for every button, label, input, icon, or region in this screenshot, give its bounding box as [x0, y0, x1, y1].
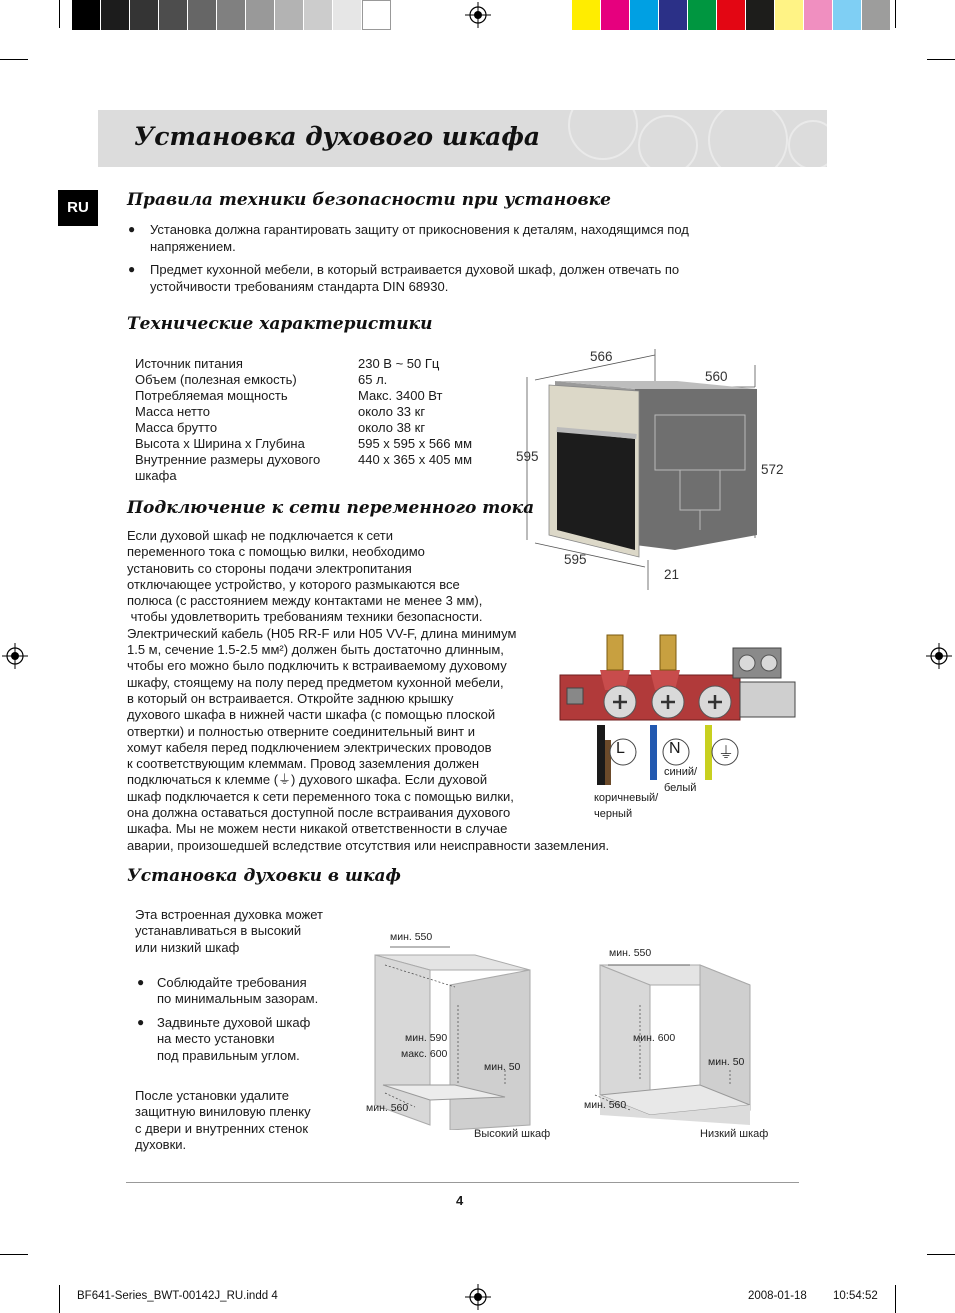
crop-mark [0, 1254, 28, 1255]
safety-bullet [128, 221, 750, 255]
tall-gap-label: мин. 50 [484, 1061, 521, 1073]
spec-value: около 38 кг [358, 420, 426, 435]
slug-date: 2008-01-18 [748, 1290, 807, 1302]
spec-value: Макс. 3400 Вт [358, 388, 443, 403]
color-swatch [333, 0, 362, 30]
color-swatch [601, 0, 630, 30]
installation-intro-line: устанавливаться в высокий [135, 923, 302, 939]
connection-text-line: полюса (с расстоянием между контактами не менее 3 мм), [127, 593, 483, 609]
tall-width-label: мин. 550 [390, 931, 433, 943]
color-swatch [72, 0, 101, 30]
crop-mark [59, 1285, 60, 1313]
wire-blue-label-2: белый [664, 782, 697, 794]
installation-after-line: После установки удалите [135, 1088, 290, 1103]
color-swatch [217, 0, 246, 30]
color-swatch [159, 0, 188, 30]
language-badge: RU [58, 190, 98, 226]
specs-heading: Технические характеристики [127, 314, 433, 334]
connection-heading: Подключение к сети переменного тока [127, 498, 535, 518]
connection-text-line: Если духовой шкаф не подключается к сети [127, 528, 394, 543]
installation-after-line: защитную виниловую пленку [135, 1104, 311, 1120]
color-swatch [688, 0, 717, 30]
safety-heading: Правила техники безопасности при установке [127, 190, 611, 210]
connection-text-line: она должна оставаться доступной после встраивания духового [127, 805, 511, 821]
color-swatch [362, 0, 391, 30]
color-swatch [572, 0, 601, 30]
connection-text-line: шкафу, стоящему на полу перед предметом кухонной мебели, [127, 674, 504, 690]
connection-text-line: духового шкафа в нижней части шкафа (с помощью плоской [127, 707, 496, 723]
grayscale-color-bar [72, 0, 391, 30]
slug-file: BF641-Series_BWT-00142J_RU.indd 4 [77, 1290, 278, 1302]
spec-value: 595 х 595 х 566 мм [358, 436, 473, 451]
installation-bullet-line: Соблюдайте требования [157, 975, 307, 990]
installation-after [135, 1088, 311, 1153]
connection-text-line: установить со стороны подачи электропитания [127, 560, 412, 576]
connection-text-line: шкаф подключается к сети переменного тока с помощью вилки, [127, 788, 514, 804]
registration-mark-icon [926, 643, 952, 669]
color-swatch [304, 0, 333, 30]
page-number: 4 [456, 1193, 464, 1208]
connection-text-line: подключаться к клемме (⏚) духового шкафа. Если духовой [127, 772, 488, 788]
spec-value: 65 л. [358, 372, 388, 387]
connection-text-line: отключающее устройство, у которого размыкаются все [127, 576, 460, 592]
bullet-icon: ● [137, 1015, 145, 1029]
color-swatch [862, 0, 891, 30]
low-width-label: мин. 550 [609, 947, 652, 959]
tall-cabinet-diagram [355, 935, 540, 1130]
spec-label: Внутренние размеры духового шкафа [135, 452, 321, 483]
crop-mark [895, 0, 896, 28]
installation-intro [135, 907, 323, 956]
spec-row [135, 420, 498, 436]
low-height-label: мин. 600 [633, 1032, 676, 1044]
safety-bullet-text: Предмет кухонной мебели, в который встраивается духовой шкаф, должен отвечать по устойчивости требованиям стандарта DIN 68930. [150, 262, 680, 294]
dim-back-height: 572 [761, 462, 784, 477]
footer-divider [126, 1182, 799, 1183]
connection-text-line: в который он встраивается. Откройте заднюю крышку [127, 690, 454, 706]
tall-depth-label: мин. 560 [366, 1102, 409, 1114]
safety-bullet-text: Установка должна гарантировать защиту от прикосновения к деталям, находящимся под напряжением. [150, 222, 689, 254]
color-swatch [717, 0, 746, 30]
installation-bullet-line: на место установки [157, 1031, 275, 1047]
color-swatch [130, 0, 159, 30]
spec-label: Масса брутто [135, 420, 218, 435]
installation-bullet-line: по минимальным зазорам. [157, 991, 319, 1007]
wire-blue-label: синий/ [664, 766, 698, 778]
low-depth-label: мин. 560 [584, 1099, 627, 1111]
tall-height-max-label: макс. 600 [401, 1048, 448, 1060]
crop-mark [927, 1254, 955, 1255]
process-color-bar [572, 0, 891, 30]
connection-text-line: шкафа. Мы не можем нести никакой ответственности в случае [127, 821, 508, 837]
spec-label: Масса нетто [135, 404, 211, 419]
page-title: Установка духового шкафа [134, 122, 541, 151]
color-swatch [246, 0, 275, 30]
registration-mark-icon [2, 643, 28, 669]
earth-icon: ⏚ [718, 745, 735, 762]
tall-cabinet-caption: Высокий шкаф [474, 1128, 551, 1140]
connection-text [127, 528, 609, 854]
spec-value: 440 х 365 х 405 мм [358, 452, 473, 467]
bullet-icon: ● [128, 262, 136, 276]
wire-brown-label: коричневый/ [594, 792, 659, 804]
installation-bullet [157, 975, 318, 1008]
dim-inner-depth: 560 [705, 369, 728, 384]
low-cabinet-caption: Низкий шкаф [700, 1128, 769, 1140]
crop-mark [0, 59, 28, 60]
installation-bullet [157, 1015, 310, 1064]
color-swatch [188, 0, 217, 30]
terminal-n-label: N [669, 740, 681, 757]
spec-row [135, 436, 498, 452]
spec-row [135, 388, 498, 404]
connection-text-line: чтобы удовлетворить требованиям техники безопасности. [127, 609, 483, 625]
connection-text-line: переменного тока с помощью вилки, необходимо [127, 544, 425, 560]
installation-heading: Установка духовки в шкаф [127, 866, 401, 886]
bullet-icon: ● [137, 975, 145, 989]
title-band [98, 110, 827, 167]
registration-mark-icon [465, 2, 491, 28]
connection-text-line: Электрический кабель (H05 RR-F или H05 VV-F, длина минимум [127, 625, 517, 641]
connection-text-line: чтобы его можно было подключить к встраиваемому духовому [127, 658, 507, 674]
terminal-l-label: L [616, 740, 625, 757]
connection-text-line: к соответствующим клеммам. Провод заземления должен [127, 756, 480, 772]
tall-height-min-label: мин. 590 [405, 1032, 448, 1044]
spec-value: около 33 кг [358, 404, 426, 419]
color-swatch [804, 0, 833, 30]
spec-row [135, 452, 498, 484]
crop-mark [895, 1285, 896, 1313]
color-swatch [101, 0, 130, 30]
color-swatch [833, 0, 862, 30]
dim-width: 595 [564, 552, 587, 567]
color-swatch [775, 0, 804, 30]
spec-label: Объем (полезная емкость) [135, 372, 297, 387]
bullet-icon: ● [128, 222, 136, 236]
color-swatch [275, 0, 304, 30]
spec-row [135, 372, 498, 388]
wire-brown-label-2: черный [594, 808, 633, 820]
connection-text-line: аварии, произошедшей вследствие отсутствия или неисправности заземления. [127, 837, 610, 853]
installation-intro-line: или низкий шкаф [135, 939, 240, 955]
registration-mark-icon [465, 1284, 491, 1310]
crop-mark [927, 59, 955, 60]
connection-text-line: отвертки) и полностью отверните соединительный винт и [127, 723, 475, 739]
crop-mark [59, 0, 60, 28]
dim-door-thickness: 21 [664, 567, 680, 582]
installation-after-line: духовки. [135, 1136, 187, 1152]
connection-text-line: 1.5 м, сечение 1.5-2.5 мм²) должен быть достаточно длинным, [127, 642, 504, 658]
installation-after-line: с двери и внутренних стенок [135, 1120, 309, 1136]
color-swatch [746, 0, 775, 30]
safety-bullet [128, 261, 750, 295]
installation-bullet-line: под правильным углом. [157, 1047, 300, 1063]
spec-row [135, 356, 498, 372]
spec-label: Потребляемая мощность [135, 388, 288, 403]
color-swatch [630, 0, 659, 30]
spec-label: Высота х Ширина х Глубина [135, 436, 305, 451]
color-swatch [659, 0, 688, 30]
spec-row [135, 404, 498, 420]
spec-label: Источник питания [135, 356, 243, 371]
dim-depth: 566 [590, 349, 613, 364]
spec-table [135, 356, 498, 484]
installation-bullet-line: Задвиньте духовой шкаф [157, 1015, 311, 1030]
dim-height: 595 [516, 449, 539, 464]
slug-time: 10:54:52 [833, 1290, 878, 1302]
connection-text-line: хомут кабеля перед подключением электрических проводов [127, 739, 492, 755]
low-gap-label: мин. 50 [708, 1056, 745, 1068]
installation-intro-line: Эта встроенная духовка может [135, 907, 323, 922]
spec-value: 230 В ~ 50 Гц [358, 356, 440, 371]
